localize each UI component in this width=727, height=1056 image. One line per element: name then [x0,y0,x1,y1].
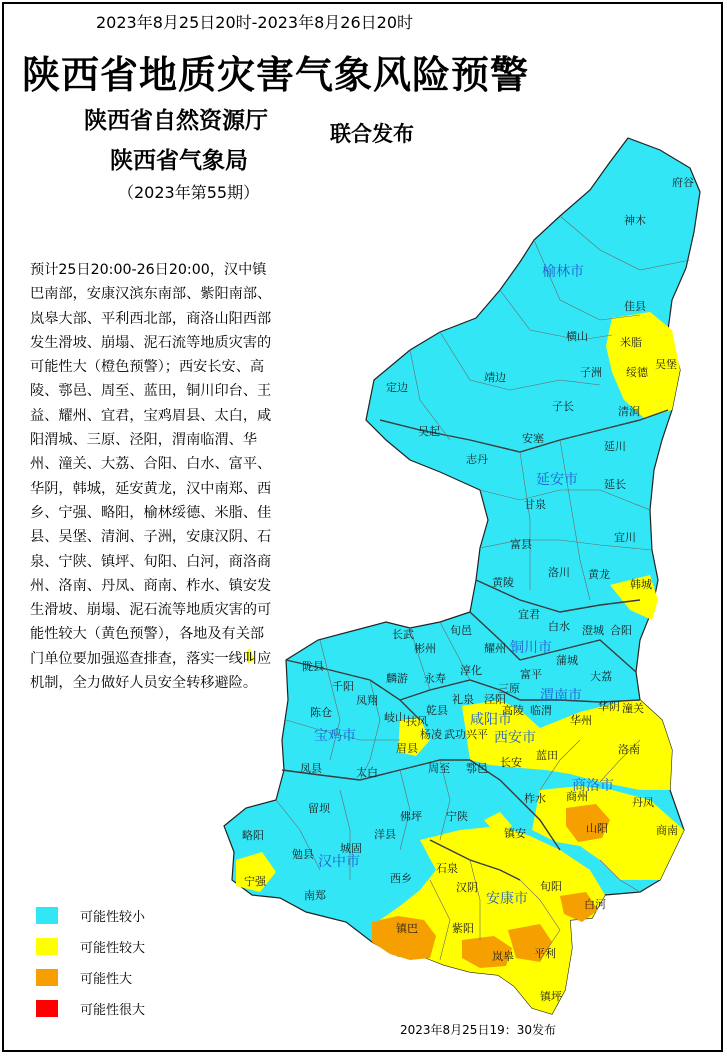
county-label: 横山 [566,330,588,343]
legend-swatch [36,1000,58,1017]
county-label: 旬阳 [540,880,562,893]
county-label: 略阳 [242,829,264,842]
county-label: 商南 [656,824,678,837]
legend-swatch [36,907,58,924]
county-label: 汉阴 [456,881,478,894]
city-label: 咸阳市 [470,712,512,728]
county-label: 凤翔 [356,694,378,707]
county-label: 兴平 [466,728,488,741]
county-label: 潼关 [622,702,644,715]
county-label: 千阳 [332,680,354,693]
county-label: 镇巴 [396,922,418,935]
county-label: 蒲城 [556,654,578,667]
county-label: 富平 [520,668,542,681]
county-label: 宜川 [614,531,636,544]
county-label: 杨凌 [420,728,442,741]
city-label: 渭南市 [540,688,582,704]
county-label: 鄠邑 [466,762,488,775]
county-label: 三原 [498,682,520,695]
legend-item-higher [36,937,145,956]
county-label: 宜君 [518,608,540,621]
city-label: 汉中市 [318,854,360,870]
county-label: 白河 [584,898,606,911]
county-label: 洋县 [374,828,396,841]
county-label: 合阳 [610,624,632,637]
county-label: 旬邑 [450,624,472,637]
county-label: 石泉 [436,862,458,875]
county-label: 镇安 [504,827,526,840]
validity-period: 2023年8月25日20时-2023年8月26日20时 [96,13,414,32]
county-label: 宁强 [244,875,266,888]
county-label: 澄城 [582,624,604,637]
city-label: 西安市 [494,730,536,746]
county-label: 定边 [386,381,408,394]
legend-item-low [36,906,145,925]
county-label: 丹凤 [632,796,654,809]
legend-swatch [36,938,58,955]
issuer-2: 陕西省气象局 [110,148,248,174]
legend-item-very-high [36,999,145,1018]
county-label: 子长 [552,400,574,413]
legend-label: 可能性大 [80,972,133,987]
city-label: 铜川市 [510,640,552,656]
county-label: 安塞 [522,432,544,445]
county-label: 柞水 [524,792,546,805]
county-label: 扶风 [406,715,428,728]
county-label: 彬州 [414,642,436,655]
county-label: 宁陕 [446,810,468,823]
county-label: 佳县 [624,300,646,313]
county-label: 武功 [444,728,466,741]
county-label: 留坝 [308,802,330,815]
county-label: 蓝田 [536,749,558,762]
county-label: 泾阳 [484,693,506,706]
county-label: 平利 [534,947,556,960]
county-label: 耀州 [484,642,506,655]
county-label: 大荔 [590,670,612,683]
county-label: 高陵 [502,704,524,717]
county-label: 城固 [340,842,362,855]
county-label: 府谷 [672,176,694,189]
county-label: 礼泉 [452,693,474,706]
county-label: 麟游 [386,672,408,685]
county-label: 岚皋 [492,950,514,963]
city-label: 延安市 [536,472,578,488]
county-label: 淳化 [460,664,482,677]
issued-time: 2023年8月25日19：30发布 [400,1023,556,1037]
county-label: 长安 [500,756,522,769]
county-label: 延川 [604,440,626,453]
county-label: 紫阳 [452,922,474,935]
county-label: 华阴 [598,700,620,713]
city-label: 安康市 [486,891,528,907]
city-label: 商洛市 [572,778,614,794]
county-label: 洛川 [548,566,570,579]
city-label: 宝鸡市 [314,728,356,744]
legend-label: 可能性较小 [80,910,146,925]
county-label: 志丹 [466,453,488,466]
county-label: 太白 [356,766,378,779]
forecast-text: 预计25日20:00-26日20:00，汉中镇巴南部，安康汉滨东南部、紫阳南部、岚皋大部、平利西北部，商洛山阳西部发生滑坡、崩塌、泥石流等地质灾害的可能性大（橙色预警）；西安长安、高陵、鄠邑、周至、蓝田，铜川印台、王益、耀州、宜君，宝鸡眉县、太白，咸阳渭城、三原、泾阳，渭南临渭、华州、潼关、大荔、合阳、白水、富平、华阴，韩城，延安黄龙，汉中南郑、西乡、宁强、略阳，榆林绥德、米脂、佳县、吴堡、清涧、子洲，安康汉阴、石泉、宁陕、镇坪、旬阳、白河，商洛商州、洛南、丹凤、商南、柞水、镇安发生滑坡、崩塌、泥石流等地质灾害的可能性较大（黄色预警），各地及有关部门单位要加强巡查排查，落实一线叫应机制，全力做好人员安全转移避险。 [30,262,272,692]
county-label: 黄龙 [588,568,610,581]
county-label: 眉县 [396,742,418,755]
legend-label: 可能性很大 [80,1003,146,1018]
county-label: 山阳 [586,822,608,835]
county-label: 临渭 [530,704,552,717]
city-label: 榆林市 [542,264,584,280]
county-label: 子洲 [580,366,602,379]
county-label: 商州 [566,790,588,803]
county-label: 白水 [548,620,570,633]
county-label: 乾县 [426,704,448,717]
joint-issue-label: 联合发布 [330,122,414,146]
county-label: 神木 [624,214,646,227]
county-label: 靖边 [484,371,506,384]
county-label: 佛坪 [400,810,422,823]
page-title: 陕西省地质灾害气象风险预警 [22,53,530,97]
county-label: 韩城 [630,578,652,591]
county-label: 陇县 [302,660,324,673]
county-label: 吴起 [418,425,440,438]
legend-label: 可能性较大 [80,941,146,956]
county-label: 周至 [428,762,450,775]
county-label: 华州 [570,714,592,727]
county-label: 凤县 [300,762,322,775]
county-label: 洛南 [618,743,640,756]
county-label: 延长 [604,478,626,491]
county-label: 陈仓 [310,706,332,719]
county-label: 镇坪 [540,990,562,1003]
legend-swatch [36,969,58,986]
county-label: 永寿 [424,672,446,685]
county-label: 西乡 [390,872,412,885]
county-label: 勉县 [292,848,314,861]
county-label: 富县 [510,538,532,551]
county-label: 清涧 [618,405,640,418]
county-label: 南郑 [304,889,326,902]
county-label: 吴堡 [655,358,677,371]
county-label: 黄陵 [492,576,514,589]
legend-item-high [36,968,132,987]
issue-number: （2023年第55期） [118,183,260,202]
county-label: 岐山 [384,711,406,724]
county-label: 甘泉 [524,498,546,511]
issuer-1: 陕西省自然资源厅 [84,108,268,134]
county-label: 长武 [392,628,414,641]
county-label: 米脂 [620,336,642,349]
county-label: 绥德 [626,366,648,379]
